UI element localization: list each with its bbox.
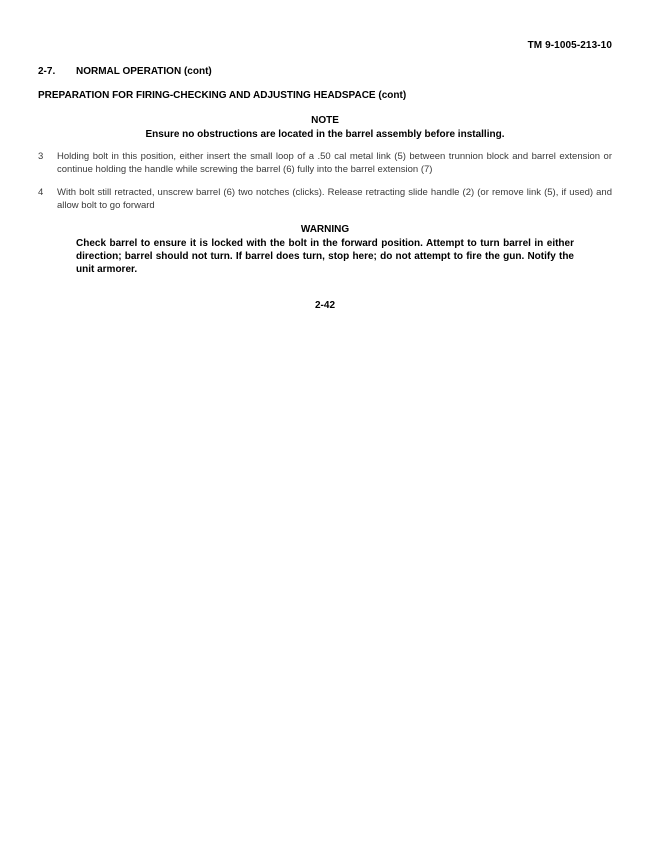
note-text: Ensure no obstructions are located in the barrel assembly before installing. bbox=[145, 129, 505, 140]
warning-block bbox=[76, 224, 574, 276]
subsection-heading: PREPARATION FOR FIRING-CHECKING AND ADJUSTING HEADSPACE (cont) bbox=[38, 90, 407, 101]
warning-title: WARNING bbox=[300, 224, 350, 235]
page-number: 2-42 bbox=[314, 300, 335, 311]
step-text: With bolt still retracted, unscrew barrel (6) two notches (clicks). Release retracting slide handle (2) (or remove link (5), if used) and allow bolt to go forward bbox=[57, 187, 612, 211]
warning-text: Check barrel to ensure it is locked with the bolt in the forward position. Attempt to turn barrel in either direction; barrel should not turn. If barrel does turn, stop here; do not attempt to fire the gun. Notify the unit armorer. bbox=[76, 238, 574, 275]
note-title: NOTE bbox=[311, 115, 339, 126]
step-item bbox=[38, 187, 612, 212]
section-heading bbox=[38, 66, 212, 77]
step-text: Holding bolt in this position, either insert the small loop of a .50 cal metal link (5) between trunnion block and barrel extension or continue holding the handle while screwing the barrel (6) fully into the barrel extension (7) bbox=[57, 151, 612, 175]
step-number: 3 bbox=[38, 151, 44, 162]
section-number: 2-7. bbox=[38, 66, 56, 77]
note-block bbox=[38, 115, 612, 141]
document-id: TM 9-1005-213-10 bbox=[527, 40, 612, 51]
step-number: 4 bbox=[38, 187, 44, 198]
section-title: NORMAL OPERATION (cont) bbox=[76, 66, 212, 77]
step-item bbox=[38, 151, 612, 176]
